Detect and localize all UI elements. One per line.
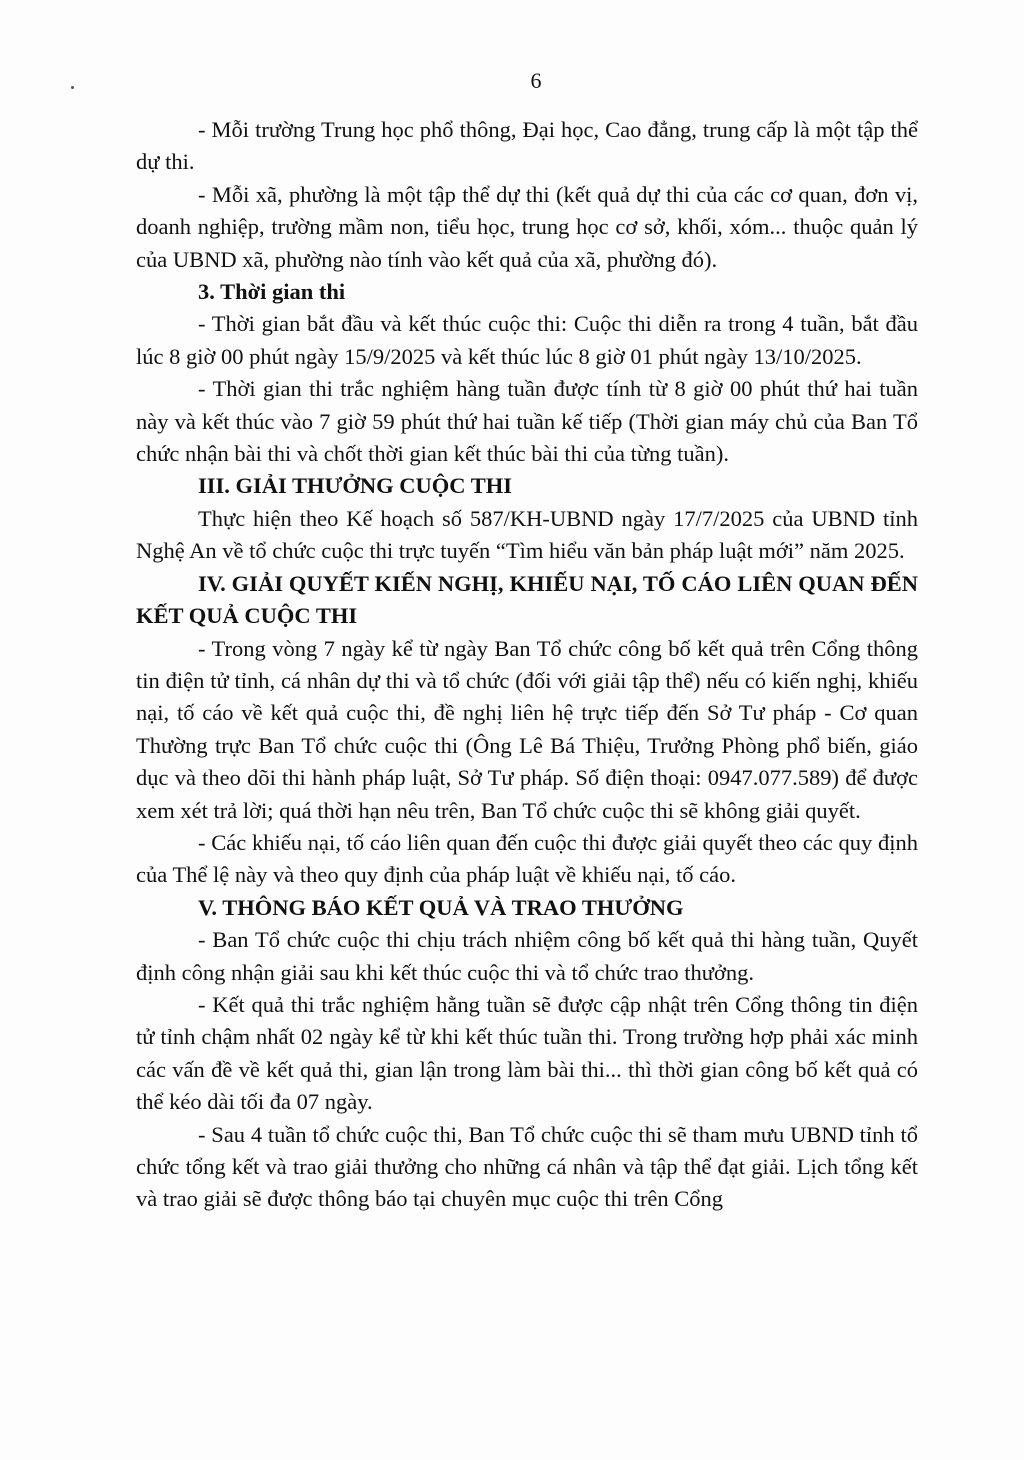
- paragraph: Thực hiện theo Kế hoạch số 587/KH-UBND ngày 17/7/2025 của UBND tỉnh Nghệ An về tổ chức cuộc thi trực tuyến “Tìm hiểu văn bản pháp luật mới” năm 2025.: [136, 505, 918, 564]
- section-heading: IV. GIẢI QUYẾT KIẾN NGHỊ, KHIẾU NẠI, TỐ CÁO LIÊN QUAN ĐẾN KẾT QUẢ CUỘC THI: [136, 570, 918, 629]
- paragraph: - Mỗi xã, phường là một tập thể dự thi (kết quả dự thi của các cơ quan, đơn vị, doanh nghiệp, trường mầm non, tiểu học, trung học cơ sở, khối, xóm... thuộc quản lý của UBND xã, phường nào tính vào kết quả của xã, phường đó).: [136, 181, 918, 272]
- paragraph: - Các khiếu nại, tố cáo liên quan đến cuộc thi được giải quyết theo các quy định của Thể lệ này và theo quy định của pháp luật về khiếu nại, tố cáo.: [136, 829, 918, 888]
- paragraph: - Sau 4 tuần tổ chức cuộc thi, Ban Tổ chức cuộc thi sẽ tham mưu UBND tỉnh tổ chức tổng kết và trao giải thưởng cho những cá nhân và tập thể đạt giải. Lịch tổng kết và trao giải sẽ được thông báo tại chuyên mục cuộc thi trên Cổng: [136, 1121, 918, 1212]
- paragraph: - Ban Tổ chức cuộc thi chịu trách nhiệm công bố kết quả thi hàng tuần, Quyết định công nhận giải sau khi kết thúc cuộc thi và tổ chức trao thưởng.: [136, 927, 918, 985]
- paragraph: - Thời gian bắt đầu và kết thúc cuộc thi: Cuộc thi diễn ra trong 4 tuần, bắt đầu lúc 8 giờ 00 phút ngày 15/9/2025 và kết thúc lúc 8 giờ 01 phút ngày 13/10/2025.: [136, 311, 918, 369]
- section-heading: 3. Thời gian thi: [198, 279, 346, 305]
- paragraph: - Mỗi trường Trung học phổ thông, Đại học, Cao đẳng, trung cấp là một tập thể dự thi.: [136, 117, 918, 175]
- page-number: 6: [530, 68, 542, 93]
- paragraph: - Kết quả thi trắc nghiệm hằng tuần sẽ được cập nhật trên Cổng thông tin điện tử tỉnh chậm nhất 02 ngày kể từ khi kết thúc tuần thi. Trong trường hợp phải xác minh các vấn đề về kết quả thi, gian lận trong làm bài thi... thì thời gian công bố kết quả có thể kéo dài tối đa 07 ngày.: [136, 991, 918, 1115]
- paragraph: - Trong vòng 7 ngày kể từ ngày Ban Tổ chức công bố kết quả trên Cổng thông tin điện tử tỉnh, cá nhân dự thi và tổ chức (đối với giải tập thể) nếu có kiến nghị, khiếu nại, tố cáo về kết quả cuộc thi, đề nghị liên hệ trực tiếp đến Sở Tư pháp - Cơ quan Thường trực Ban Tổ chức cuộc thi (Ông Lê Bá Thiệu, Trưởng Phòng phổ biến, giáo dục và theo dõi thi hành pháp luật, Sở Tư pháp. Số điện thoại: 0947.077.589) để được xem xét trả lời; quá thời hạn nêu trên, Ban Tổ chức cuộc thi sẽ không giải quyết.: [136, 635, 918, 823]
- section-heading: III. GIẢI THƯỞNG CUỘC THI: [198, 473, 513, 499]
- paragraph: - Thời gian thi trắc nghiệm hàng tuần được tính từ 8 giờ 00 phút thứ hai tuần này và kết thúc vào 7 giờ 59 phút thứ hai tuần kế tiếp (Thời gian máy chủ của Ban Tổ chức nhận bài thi và chốt thời gian kết thúc bài thi của từng tuần).: [136, 376, 918, 467]
- section-heading: V. THÔNG BÁO KẾT QUẢ VÀ TRAO THƯỞNG: [198, 894, 684, 920]
- document-body: [136, 114, 918, 1216]
